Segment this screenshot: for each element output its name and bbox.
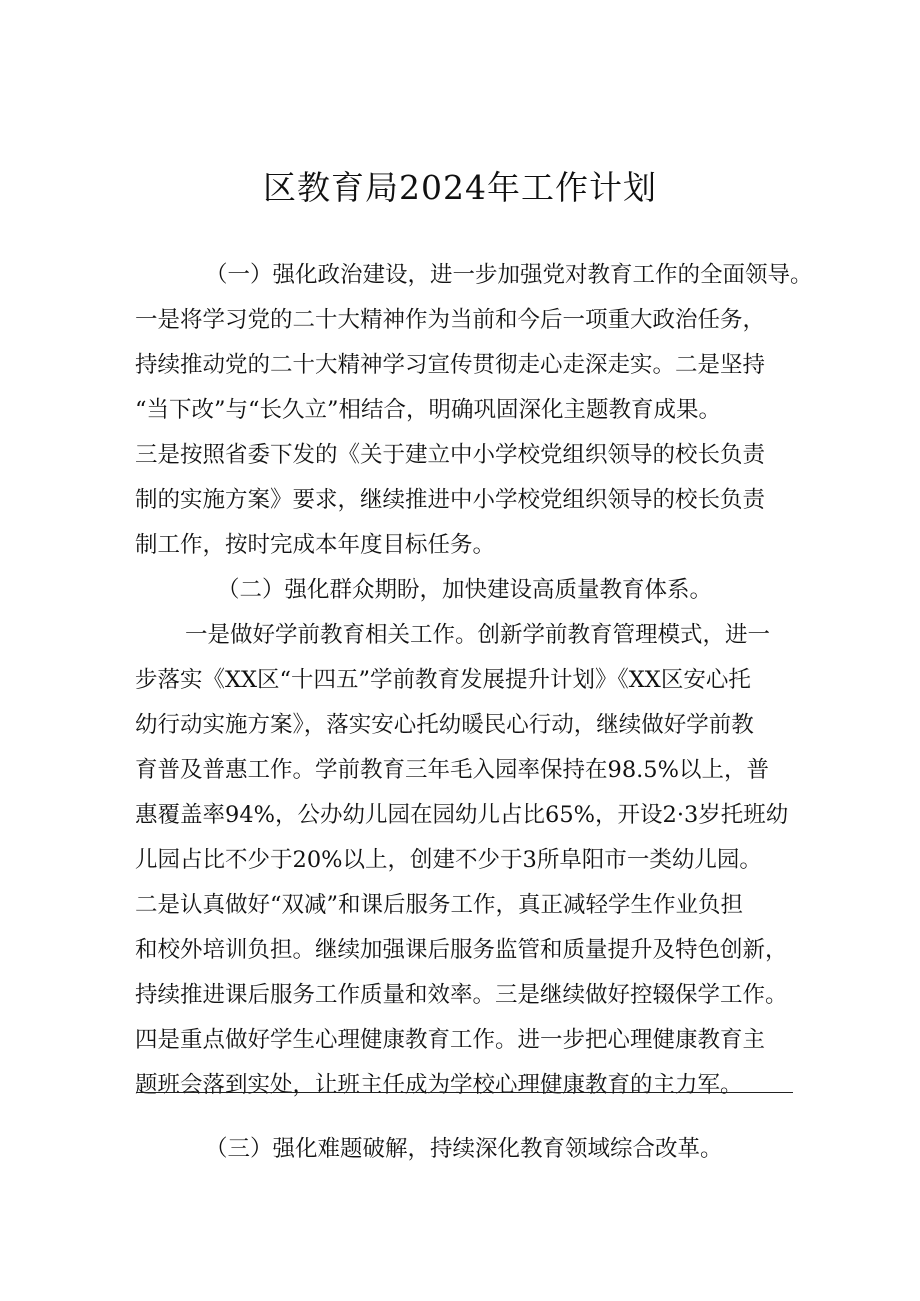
paragraph-line: 惠覆盖率94%，公办幼儿园在园幼儿占比65%，开设2·3岁托班幼 <box>135 802 789 828</box>
paragraph-line: 制工作，按时完成本年度目标任务。 <box>135 532 496 558</box>
horizontal-rule <box>136 1092 793 1093</box>
section-heading: （三）强化难题破解，持续深化教育领域综合改革。 <box>205 1136 723 1162</box>
paragraph-line: 育普及普惠工作。学前教育三年毛入园率保持在98.5%以上，普 <box>135 757 769 783</box>
paragraph-line: 制的实施方案》要求，继续推进中小学校党组织领导的校长负责 <box>135 487 766 513</box>
paragraph-line: 儿园占比不少于20%以上，创建不少于3所阜阳市一类幼儿园。 <box>135 847 762 873</box>
paragraph-line: 持续推进课后服务工作质量和效率。三是继续做好控辍保学工作。 <box>135 982 788 1008</box>
paragraph-line: （一）强化政治建设，进一步加强党对教育工作的全面领导。 <box>205 262 813 288</box>
paragraph-line: “当下改”与“长久立”相结合，明确巩固深化主题教育成果。 <box>135 397 722 423</box>
paragraph-line: 二是认真做好“双减”和课后服务工作，真正减轻学生作业负担 <box>135 892 744 918</box>
paragraph-line: 步落实《XX区“十四五”学前教育发展提升计划》《XX区安心托 <box>135 667 751 693</box>
paragraph-line: 三是按照省委下发的《关于建立中小学校党组织领导的校长负责 <box>135 442 766 468</box>
paragraph-line: 幼行动实施方案》，落实安心托幼暖民心行动，继续做好学前教 <box>135 712 754 738</box>
paragraph-line: 一是做好学前教育相关工作。创新学前教育管理模式，进一 <box>185 622 771 648</box>
section-heading: （二）强化群众期盼，加快建设高质量教育体系。 <box>217 577 713 603</box>
paragraph-line: 题班会落到实处，让班主任成为学校心理健康教育的主力军。 <box>135 1072 743 1098</box>
paragraph-line: 四是重点做好学生心理健康教育工作。进一步把心理健康教育主 <box>135 1027 766 1053</box>
paragraph-line: 一是将学习党的二十大精神作为当前和今后一项重大政治任务， <box>135 307 766 333</box>
paragraph-line: 和校外培训负担。继续加强课后服务监管和质量提升及特色创新， <box>135 937 788 963</box>
paragraph-line: 持续推动党的二十大精神学习宣传贯彻走心走深走实。二是坚持 <box>135 352 766 378</box>
document-title: 区教育局2024年工作计划 <box>263 168 657 207</box>
